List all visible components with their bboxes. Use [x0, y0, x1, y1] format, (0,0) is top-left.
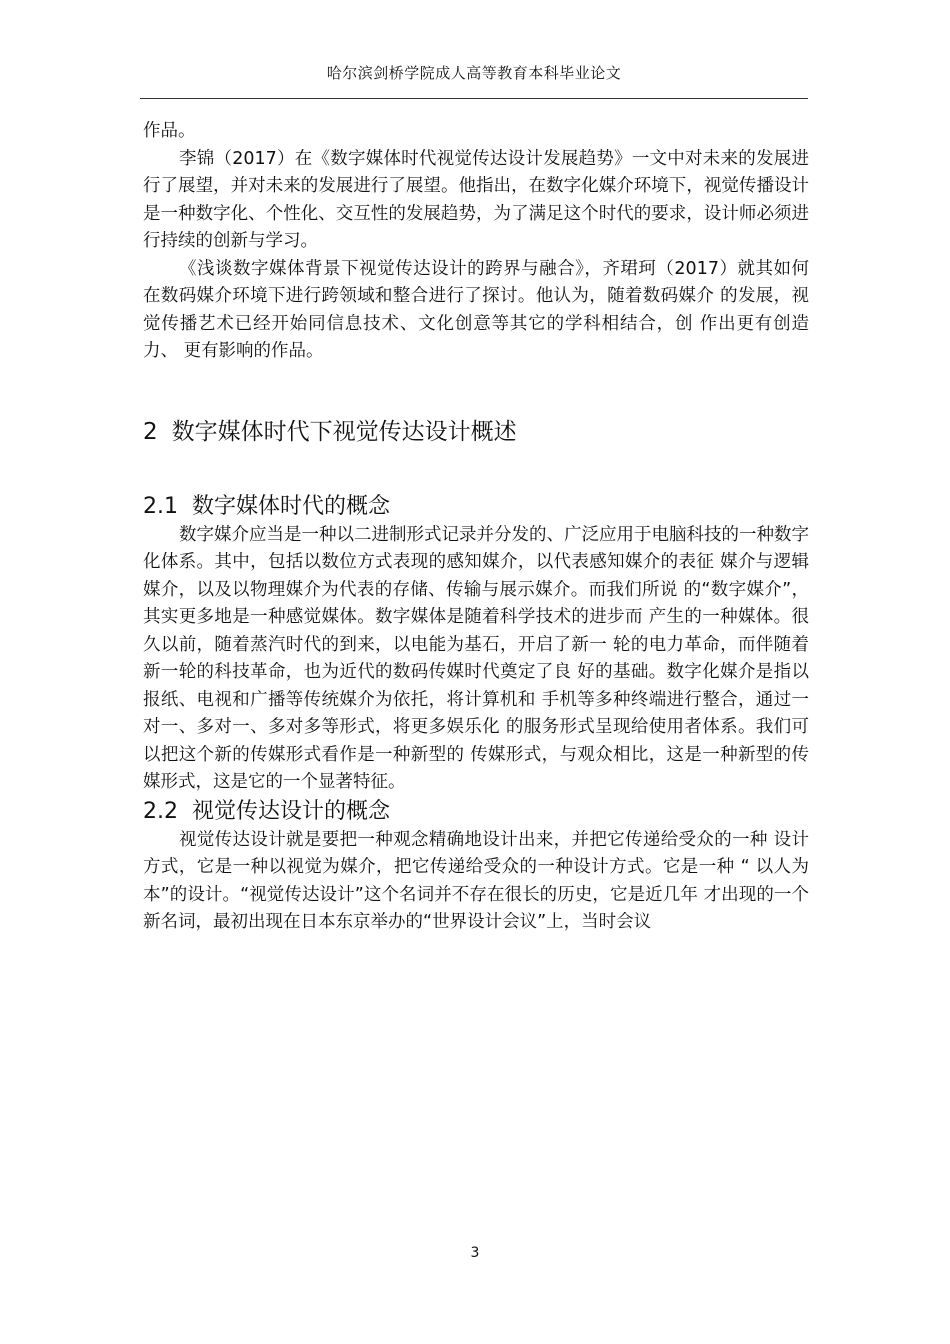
- page-content: [143, 118, 809, 937]
- paragraph-qijunke: 《浅谈数字媒体背景下视觉传达设计的跨界与融合》，齐珺珂（2017）就其如何在数码媒介环境下进行跨领域和整合进行了探讨。他认为，随着数码媒介 的发展，视觉传播艺术已经开始同信息技术、文化创意等其它的学科相结合，创 作出更有创造力、 更有影响的作品。: [143, 258, 809, 361]
- section-2-2-title: 视觉传达设计的概念: [192, 798, 391, 824]
- paragraph-continuation: 作品。: [143, 121, 196, 141]
- section-2-heading: [143, 416, 809, 448]
- section-2-1-heading: [143, 492, 809, 522]
- section-2-1-title: 数字媒体时代的概念: [192, 493, 391, 519]
- page-number: 3: [470, 1245, 480, 1261]
- section-2-number: 2: [143, 418, 158, 445]
- section-2-1-paragraph: 数字媒介应当是一种以二进制形式记录并分发的、广泛应用于电脑科技的一种数字化体系。其中，包括以数位方式表现的感知媒介，以代表感知媒介的表征 媒介与逻辑媒介，以及以物理媒介为代表的存储、传输与展示媒介。而我们所说 的“数字媒介”，其实更多地是一种感觉媒体。数字媒体是随着科学技术的进步而 产生的一种媒体。很久以前，随着蒸汽时代的到来，以电能为基石，开启了新一 轮的电力革命，而伴随着新一轮的科技革命，也为近代的数码传媒时代奠定了良 好的基础。数字化媒介是指以报纸、电视和广播等传统媒介为依托，将计算机和 手机等多种终端进行整合，通过一对一、多对一、多对多等形式，将更多娱乐化 的服务形式呈现给使用者体系。我们可以把这个新的传媒形式看作是一种新型的 传媒形式，与观众相比，这是一种新型的传媒形式，这是它的一个显著特征。: [143, 524, 809, 792]
- section-2-1-number: 2.1: [143, 493, 178, 519]
- paragraph-lijin: 李锦（2017）在《数字媒体时代视觉传达设计发展趋势》一文中对未来的发展进行了展望，并对未来的发展进行了展望。他指出，在数字化媒介环境下，视觉传播设计是一种数字化、个性化、交互性的发展趋势，为了满足这个时代的要求，设计师必须进行持续的创新与学习。: [143, 148, 809, 251]
- section-2-2-paragraph: 视觉传达设计就是要把一种观念精确地设计出来，并把它传递给受众的一种 设计方式，它是一种以视觉为媒介，把它传递给受众的一种设计方式。它是一种 “ 以人为本”的设计。“视觉传达设计”这个名词并不存在很长的历史，它是近几年 才出现的一个新名词，最初出现在日本东京举办的“世界设计会议”上，当时会议: [143, 829, 809, 932]
- section-2-2-heading: [143, 797, 809, 827]
- section-2-title: 数字媒体时代下视觉传达设计概述: [171, 418, 517, 445]
- section-2-2-number: 2.2: [143, 798, 178, 824]
- header-rule: [140, 98, 808, 99]
- page-header: 哈尔滨剑桥学院成人高等教育本科毕业论文: [326, 64, 622, 82]
